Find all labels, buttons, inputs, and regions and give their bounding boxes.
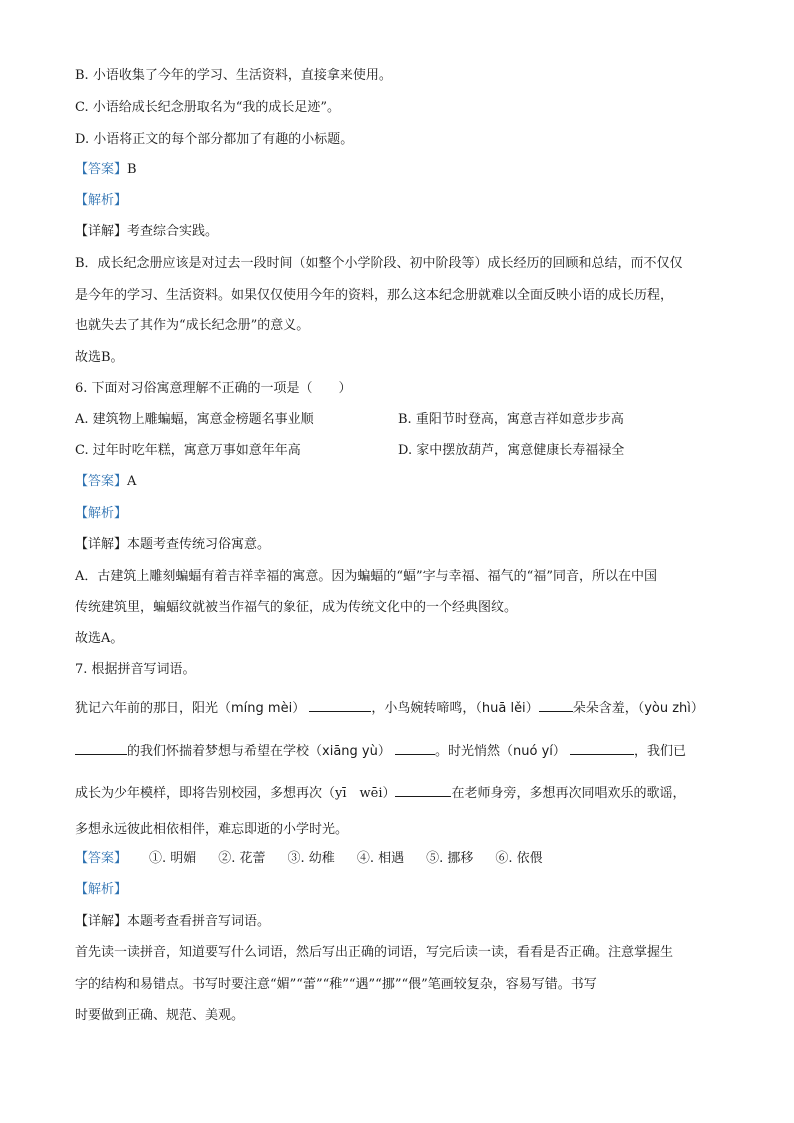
answer-blank-1[interactable] [309,697,371,712]
q5-option-b: B. 小语收集了今年的学习、生活资料，直接拿来使用。 [75,68,392,83]
q5-choose: 故选B。 [75,350,124,365]
q6-stem: 6. 下面对习俗寓意理解不正确的一项是（ ） [75,381,352,396]
q5-explain-line: 也就失去了其作为“成长纪念册”的意义。 [75,318,310,333]
passage-text: 。时光悄然（ [435,744,514,759]
q7-detail [75,912,725,932]
answer-blank-4[interactable] [395,740,435,755]
q7-analysis-tag: 【解析】 [75,882,128,897]
q5-detail [75,222,725,242]
passage-text: ） [690,701,704,716]
detail-tag: 【详解】 [75,537,128,552]
q6-explain-line: A．古建筑上雕刻蝙蝠有着吉祥幸福的寓意。因为蝙蝠的“蝠”字与幸福、福气的“福”同音，所以在中国 [75,569,657,584]
answer-blank-3[interactable] [75,740,127,755]
q6-analysis-tag: 【解析】 [75,506,128,521]
q6-choose: 故选A。 [75,631,124,646]
pinyin: míng mèi [231,701,293,716]
pinyin: nuó yí [513,744,553,759]
answer-item: ②. 花蕾 [218,851,266,866]
answer-item: ⑤. 挪移 [426,851,474,866]
q7-stem: 7. 根据拼音写词语。 [75,662,196,677]
passage-text: ） [377,744,391,759]
answer-item: ①. 明媚 [149,851,197,866]
detail-text: 本题考查传统习俗寓意。 [127,537,271,552]
q7-passage-line-2 [75,740,725,762]
answer-value: B [127,162,137,177]
q6-explain-line: 传统建筑里，蝙蝠纹就被当作福气的象征，成为传统文化中的一个经典图纹。 [75,600,518,615]
answer-tag: 【答案】 [75,851,128,866]
detail-tag: 【详解】 [75,914,128,929]
detail-tag: 【详解】 [75,224,128,239]
q5-explain-line: B．成长纪念册应该是对过去一段时间（如整个小学阶段、初中阶段等）成长经历的回顾和总结，而不仅仅 [75,256,683,271]
q6-option-c: C. 过年时吃年糕，寓意万事如意年年高 [75,443,301,458]
q7-explain-line: 首先读一读拼音，知道要写什么词语，然后写出正确的词语，写完后读一读，看看是否正确。注意掌握生 [75,945,674,960]
answer-tag: 【答案】 [75,162,128,177]
passage-text: 在老师身旁，多想再次同唱欢乐的歌谣， [451,786,686,801]
pinyin: yòu zhì [644,701,691,716]
q7-explain-line: 时要做到正确、规范、美观。 [75,1008,245,1023]
q6-detail [75,535,725,555]
q5-analysis-tag: 【解析】 [75,193,128,208]
answer-item: ④. 相遇 [356,851,405,866]
q6-option-b: B. 重阳节时登高，寓意吉祥如意步步高 [398,412,624,427]
q5-option-d: D. 小语将正文的每个部分都加了有趣的小标题。 [75,132,354,147]
q5-option-c: C. 小语给成长纪念册取名为“我的成长足迹”。 [75,100,341,115]
pinyin: xiāng yù [322,744,378,759]
answer-blank-6[interactable] [395,782,451,797]
detail-text: 考查综合实践。 [127,224,219,239]
answer-item: ⑥. 依偎 [495,851,543,866]
q6-option-d: D. 家中摆放葫芦，寓意健康长寿福禄全 [398,443,625,458]
answer-tag: 【答案】 [75,474,128,489]
passage-text: ） [525,701,539,716]
answer-value: A [127,474,137,489]
passage-text: ） [292,701,306,716]
passage-text: 的我们怀揣着梦想与希望在学校（ [127,744,323,759]
answer-item: ③. 幼稚 [287,851,335,866]
q5-answer [75,160,725,180]
passage-text: ，小鸟婉转啼鸣，（ [371,701,482,716]
q7-passage-line-1 [75,697,725,719]
q5-explain-line: 是今年的学习、生活资料。如果仅仅使用今年的资料，那么这本纪念册就难以全面反映小语的成长历程， [75,288,674,303]
q6-answer [75,472,725,492]
answer-blank-5[interactable] [570,740,634,755]
q7-answer [75,849,725,869]
q6-option-a: A. 建筑物上雕蝙蝠，寓意金榜题名事业顺 [75,412,314,427]
q7-passage-line-4: 多想永远彼此相依相伴，难忘即逝的小学时光。 [75,822,349,837]
q7-explain-line: 字的结构和易错点。书写时要注意“媚”“蕾”“稚”“遇”“挪”“偎”笔画较复杂，容易写错。书写 [75,977,597,992]
passage-text: 犹记六年前的那日，阳光（ [75,701,232,716]
passage-text: ，我们已 [634,744,687,759]
passage-text: 成长为少年模样，即将告别校园，多想再次（yī wēi） [75,786,396,801]
detail-text: 本题考查看拼音写词语。 [127,914,271,929]
passage-text: 朵朵含羞，（ [572,701,645,716]
pinyin: huā lěi [481,701,526,716]
q7-passage-line-3 [75,782,725,804]
passage-text: ） [552,744,566,759]
answer-blank-2[interactable] [539,697,573,712]
